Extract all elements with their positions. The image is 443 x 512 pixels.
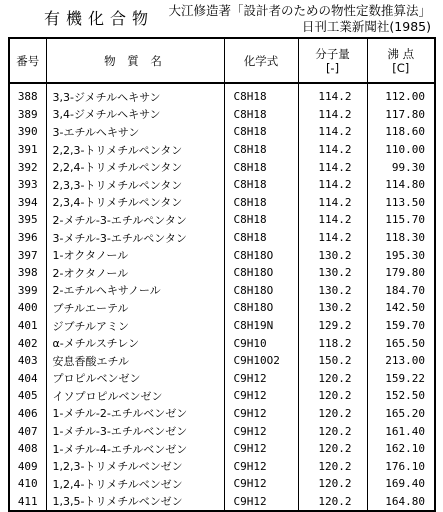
cell-molecular-weight: 129.2: [298, 317, 367, 335]
cell-formula: C9H12: [224, 457, 298, 475]
cell-boiling-point: 113.50: [367, 194, 435, 212]
cell-name: 3,3-ジメチルヘキサン: [46, 83, 224, 106]
cell-boiling-point: 161.40: [367, 422, 435, 440]
cell-number: 411: [9, 493, 46, 512]
cell-formula: C8H18O: [224, 282, 298, 300]
table-row: [9, 211, 435, 229]
table-row: [9, 158, 435, 176]
cell-name: ジブチルアミン: [46, 317, 224, 335]
cell-formula: C9H12: [224, 387, 298, 405]
cell-name: 1-メチル-2-エチルベンゼン: [46, 405, 224, 423]
header-substance-name: 物 質 名: [46, 38, 224, 83]
cell-formula: C8H18: [224, 229, 298, 247]
cell-number: 409: [9, 457, 46, 475]
table-row: [9, 123, 435, 141]
cell-boiling-point: 118.30: [367, 229, 435, 247]
cell-molecular-weight: 120.2: [298, 370, 367, 388]
cell-name: α-メチルスチレン: [46, 334, 224, 352]
cell-number: 404: [9, 370, 46, 388]
cell-name: 1,2,3-トリメチルベンゼン: [46, 457, 224, 475]
cell-molecular-weight: 120.2: [298, 457, 367, 475]
cell-molecular-weight: 130.2: [298, 246, 367, 264]
cell-formula: C8H18: [224, 83, 298, 106]
cell-molecular-weight: 120.2: [298, 493, 367, 512]
cell-name: 1-メチル-4-エチルベンゼン: [46, 440, 224, 458]
cell-boiling-point: 165.50: [367, 334, 435, 352]
table-row: [9, 352, 435, 370]
table-row: [9, 229, 435, 247]
cell-formula: C8H18: [224, 176, 298, 194]
cell-name: 安息香酸エチル: [46, 352, 224, 370]
cell-boiling-point: 118.60: [367, 123, 435, 141]
cell-molecular-weight: 120.2: [298, 422, 367, 440]
cell-number: 398: [9, 264, 46, 282]
cell-formula: C9H12: [224, 493, 298, 512]
source-citation: [168, 3, 431, 35]
cell-molecular-weight: 120.2: [298, 440, 367, 458]
cell-name: 3-メチル-3-エチルペンタン: [46, 229, 224, 247]
cell-formula: C8H19N: [224, 317, 298, 335]
cell-formula: C9H12: [224, 405, 298, 423]
cell-formula: C9H12: [224, 422, 298, 440]
header-formula: 化学式: [224, 38, 298, 83]
table-row: [9, 387, 435, 405]
cell-boiling-point: 176.10: [367, 457, 435, 475]
cell-name: 2-メチル-3-エチルペンタン: [46, 211, 224, 229]
cell-molecular-weight: 130.2: [298, 282, 367, 300]
cell-molecular-weight: 114.2: [298, 158, 367, 176]
table-body: [9, 83, 435, 511]
cell-formula: C9H12: [224, 440, 298, 458]
cell-boiling-point: 164.80: [367, 493, 435, 512]
table-row: [9, 299, 435, 317]
cell-boiling-point: 152.50: [367, 387, 435, 405]
cell-name: 1,3,5-トリメチルベンゼン: [46, 493, 224, 512]
cell-molecular-weight: 114.2: [298, 106, 367, 124]
cell-name: 2-エチルヘキサノール: [46, 282, 224, 300]
header-bp-label: 沸 点: [387, 46, 415, 61]
cell-number: 400: [9, 299, 46, 317]
header-mw-unit: [-]: [325, 60, 340, 75]
cell-number: 396: [9, 229, 46, 247]
cell-boiling-point: 162.10: [367, 440, 435, 458]
cell-molecular-weight: 130.2: [298, 264, 367, 282]
cell-number: 406: [9, 405, 46, 423]
cell-formula: C8H18O: [224, 299, 298, 317]
table-row: [9, 457, 435, 475]
cell-number: 397: [9, 246, 46, 264]
cell-name: 1,2,4-トリメチルベンゼン: [46, 475, 224, 493]
header-number: 番号: [9, 38, 46, 83]
cell-molecular-weight: 114.2: [298, 229, 367, 247]
cell-formula: C8H18: [224, 194, 298, 212]
cell-number: 389: [9, 106, 46, 124]
cell-boiling-point: 142.50: [367, 299, 435, 317]
cell-boiling-point: 165.20: [367, 405, 435, 423]
table-row: [9, 422, 435, 440]
cell-molecular-weight: 114.2: [298, 211, 367, 229]
cell-name: 2,3,3-トリメチルペンタン: [46, 176, 224, 194]
cell-formula: C8H18: [224, 141, 298, 159]
cell-formula: C8H18: [224, 158, 298, 176]
table-row: [9, 83, 435, 106]
header-boiling-point: [367, 38, 435, 83]
cell-boiling-point: 179.80: [367, 264, 435, 282]
cell-number: 410: [9, 475, 46, 493]
cell-formula: C9H12: [224, 475, 298, 493]
cell-number: 390: [9, 123, 46, 141]
table-row: [9, 246, 435, 264]
cell-name: 1-メチル-3-エチルベンゼン: [46, 422, 224, 440]
cell-number: 395: [9, 211, 46, 229]
header-row: [9, 38, 435, 83]
cell-number: 391: [9, 141, 46, 159]
table-row: [9, 475, 435, 493]
table-row: [9, 264, 435, 282]
cell-molecular-weight: 150.2: [298, 352, 367, 370]
table-row: [9, 176, 435, 194]
table-row: [9, 141, 435, 159]
cell-name: プロピルベンゼン: [46, 370, 224, 388]
cell-molecular-weight: 114.2: [298, 123, 367, 141]
table-row: [9, 440, 435, 458]
cell-boiling-point: 114.80: [367, 176, 435, 194]
cell-boiling-point: 99.30: [367, 158, 435, 176]
table-row: [9, 194, 435, 212]
cell-formula: C9H10O2: [224, 352, 298, 370]
cell-formula: C8H18O: [224, 264, 298, 282]
table-row: [9, 493, 435, 512]
cell-molecular-weight: 120.2: [298, 475, 367, 493]
cell-molecular-weight: 120.2: [298, 387, 367, 405]
cell-number: 403: [9, 352, 46, 370]
cell-name: 2,2,4-トリメチルペンタン: [46, 158, 224, 176]
cell-formula: C9H10: [224, 334, 298, 352]
cell-molecular-weight: 118.2: [298, 334, 367, 352]
cell-molecular-weight: 114.2: [298, 194, 367, 212]
cell-number: 394: [9, 194, 46, 212]
cell-name: 3-エチルヘキサン: [46, 123, 224, 141]
cell-molecular-weight: 120.2: [298, 405, 367, 423]
source-publisher: 日刊工業新聞社(1985): [301, 19, 431, 34]
header-mw-label: 分子量: [315, 46, 350, 61]
cell-boiling-point: 110.00: [367, 141, 435, 159]
cell-molecular-weight: 130.2: [298, 299, 367, 317]
cell-name: 2,2,3-トリメチルペンタン: [46, 141, 224, 159]
cell-formula: C8H18O: [224, 246, 298, 264]
table-row: [9, 106, 435, 124]
cell-number: 402: [9, 334, 46, 352]
cell-number: 401: [9, 317, 46, 335]
cell-name: 3,4-ジメチルヘキサン: [46, 106, 224, 124]
compound-table: [8, 37, 436, 512]
cell-molecular-weight: 114.2: [298, 83, 367, 106]
cell-name: 2-オクタノール: [46, 264, 224, 282]
cell-molecular-weight: 114.2: [298, 141, 367, 159]
cell-number: 408: [9, 440, 46, 458]
cell-boiling-point: 213.00: [367, 352, 435, 370]
table-row: [9, 405, 435, 423]
cell-boiling-point: 117.80: [367, 106, 435, 124]
cell-number: 392: [9, 158, 46, 176]
cell-formula: C8H18: [224, 211, 298, 229]
source-book: 大江修造著「設計者のための物性定数推算法」: [168, 3, 431, 18]
cell-number: 405: [9, 387, 46, 405]
cell-number: 388: [9, 83, 46, 106]
cell-number: 399: [9, 282, 46, 300]
cell-name: 2,3,4-トリメチルペンタン: [46, 194, 224, 212]
cell-molecular-weight: 114.2: [298, 176, 367, 194]
cell-number: 393: [9, 176, 46, 194]
cell-number: 407: [9, 422, 46, 440]
table-row: [9, 370, 435, 388]
cell-boiling-point: 112.00: [367, 83, 435, 106]
cell-formula: C9H12: [224, 370, 298, 388]
cell-boiling-point: 159.22: [367, 370, 435, 388]
cell-name: イソプロピルベンゼン: [46, 387, 224, 405]
table-row: [9, 317, 435, 335]
cell-boiling-point: 115.70: [367, 211, 435, 229]
cell-boiling-point: 169.40: [367, 475, 435, 493]
cell-name: ブチルエーテル: [46, 299, 224, 317]
cell-name: 1-オクタノール: [46, 246, 224, 264]
cell-formula: C8H18: [224, 106, 298, 124]
cell-boiling-point: 159.70: [367, 317, 435, 335]
cell-formula: C8H18: [224, 123, 298, 141]
table-row: [9, 334, 435, 352]
cell-boiling-point: 195.30: [367, 246, 435, 264]
table-row: [9, 282, 435, 300]
page-title: 有機化合物: [44, 9, 155, 28]
cell-boiling-point: 184.70: [367, 282, 435, 300]
header-bp-unit: [C]: [392, 60, 410, 75]
header-molecular-weight: [298, 38, 367, 83]
